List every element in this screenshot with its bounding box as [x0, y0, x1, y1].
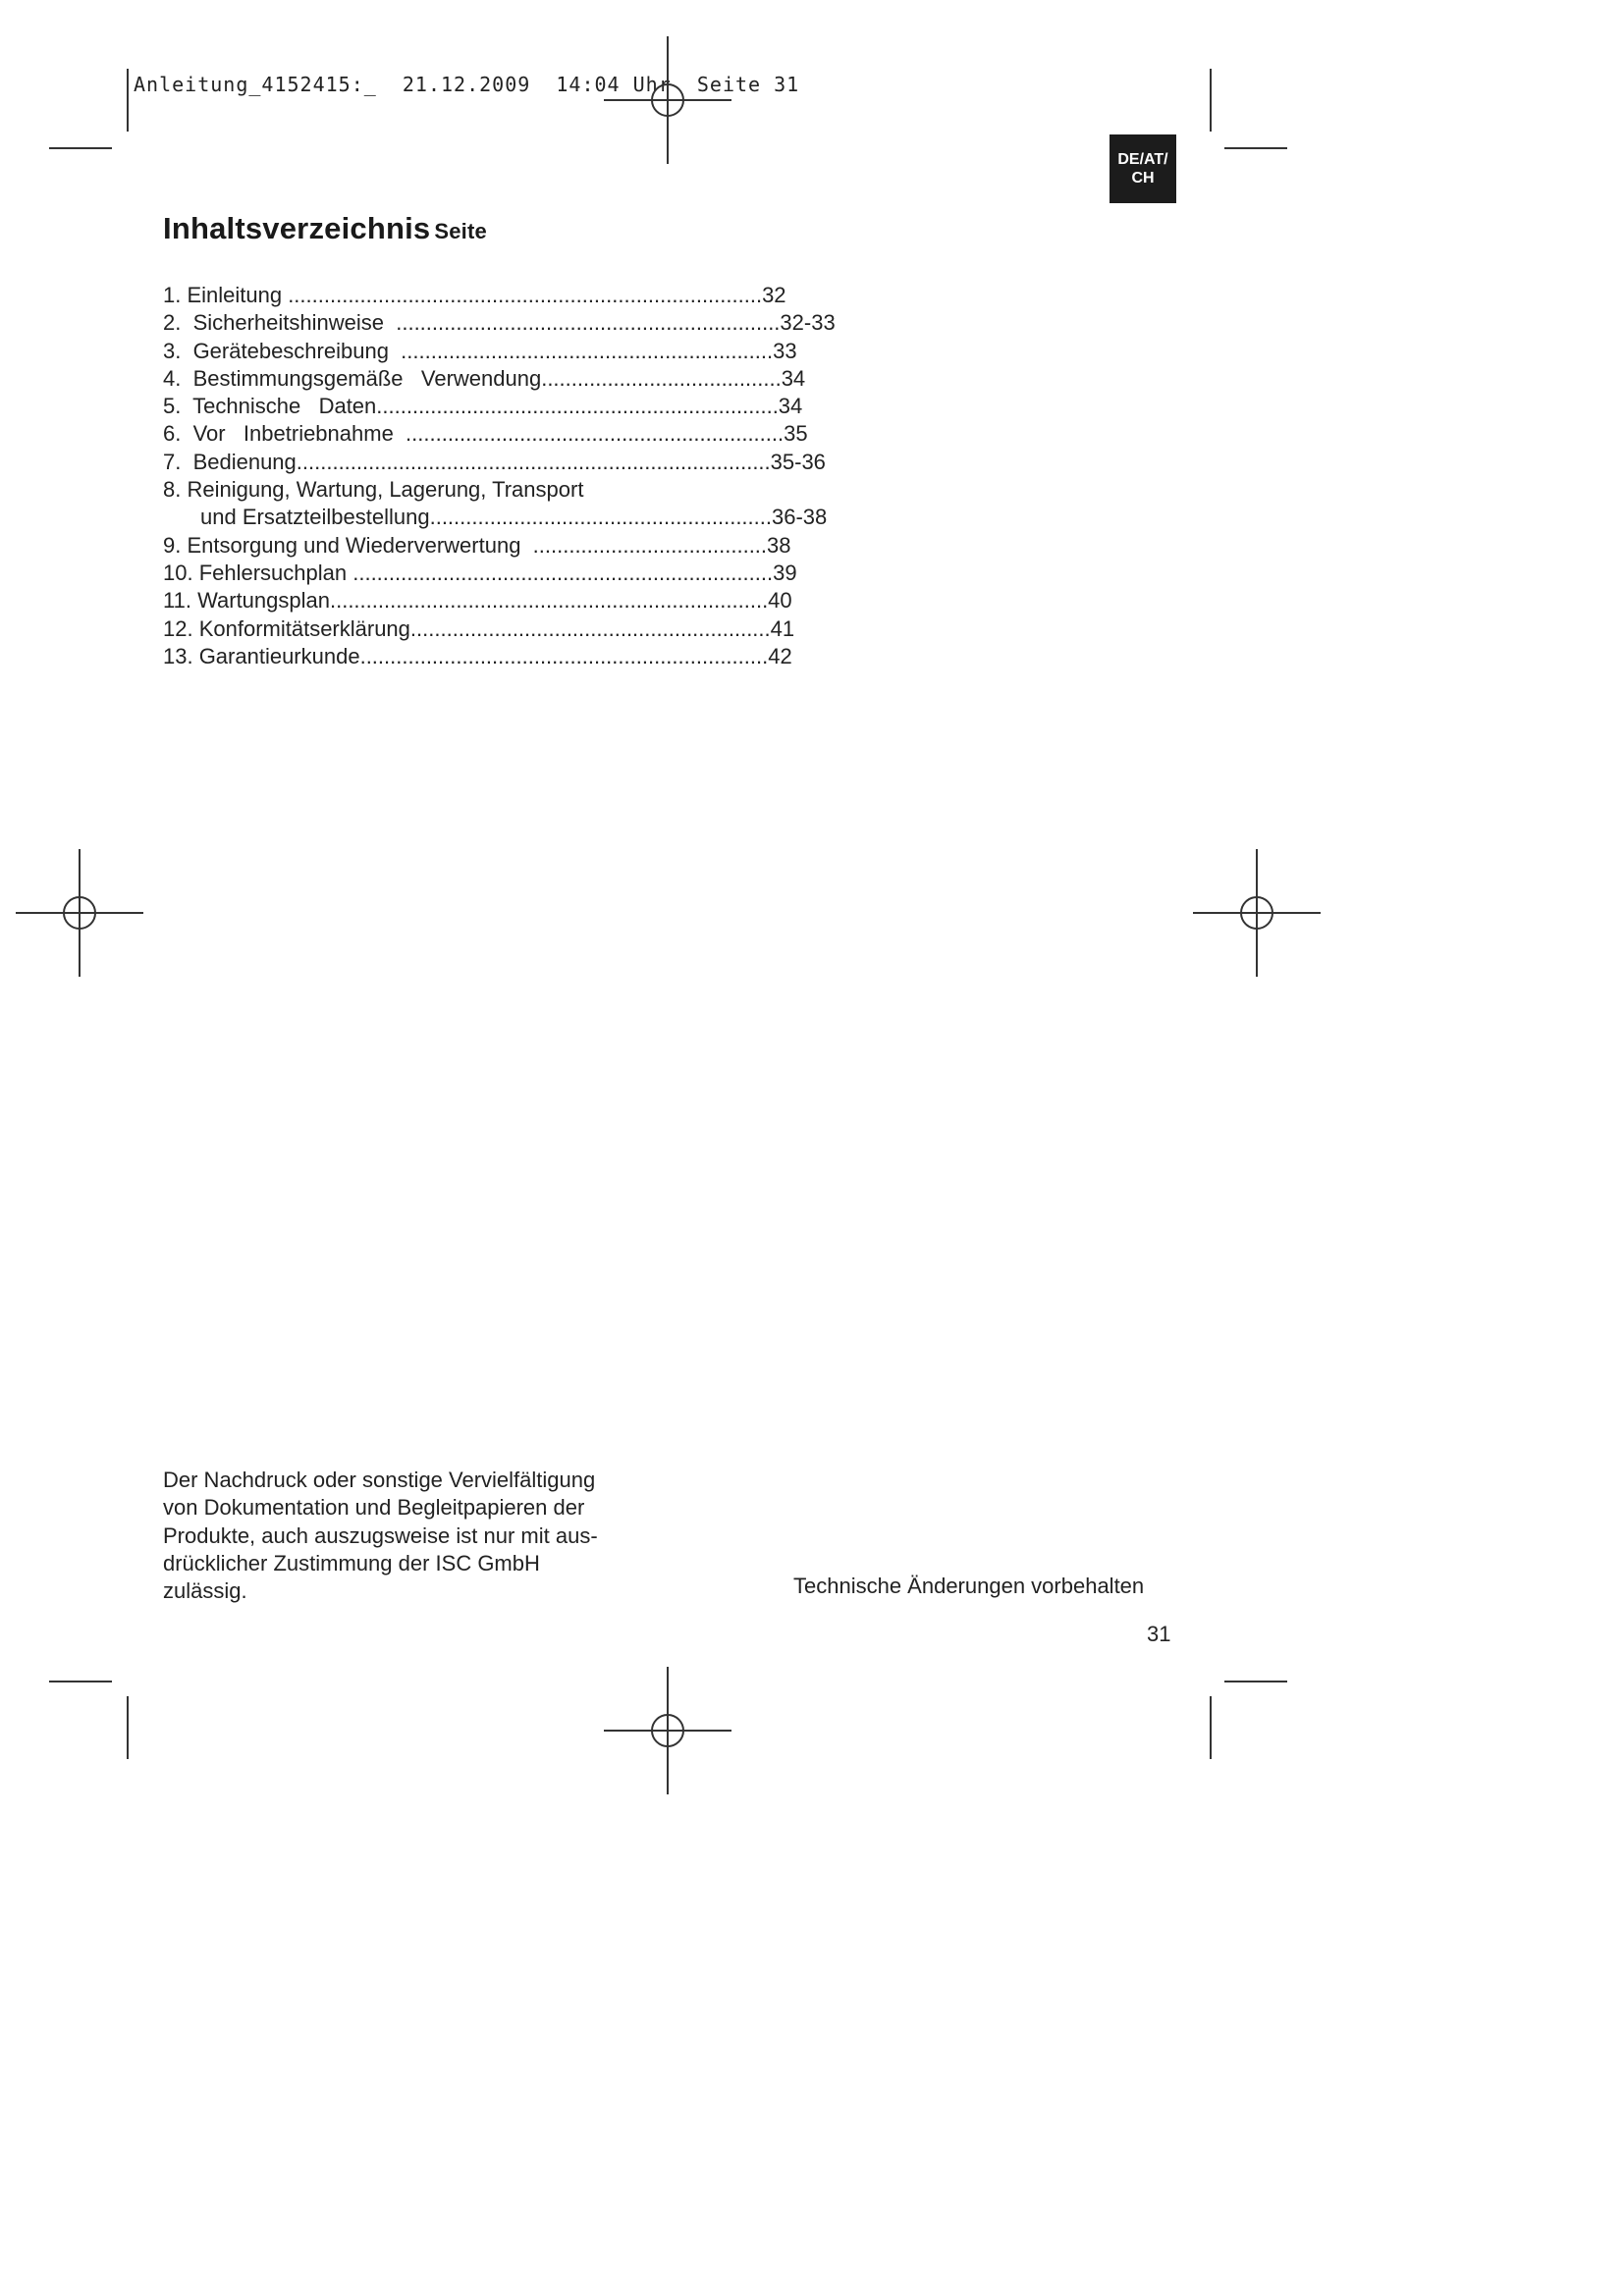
toc-entry: 5. Technische Daten...................................................................34	[163, 394, 803, 419]
copyright-note	[163, 1467, 654, 1605]
toc-entry: 13. Garantieurkunde....................................................................42	[163, 643, 792, 668]
toc-entry: 8. Reinigung, Wartung, Lagerung, Transport	[163, 477, 584, 503]
crop-mark-bottom-right-horizontal	[1224, 1681, 1287, 1682]
page-number: 31	[1147, 1622, 1171, 1646]
language-badge-line1: DE/AT/	[1117, 151, 1168, 168]
toc-title-text: Inhaltsverzeichnis	[163, 211, 431, 245]
crop-mark-bottom-left-vertical	[127, 1696, 129, 1759]
slug-time: 14:04 Uhr	[556, 73, 672, 96]
toc-entry: 10. Fehlersuchplan ......................................................................39	[163, 560, 797, 585]
copyright-line: zulässig.	[163, 1578, 247, 1604]
copyright-line: Der Nachdruck oder sonstige Vervielfältigung	[163, 1468, 596, 1492]
toc-entry: 3. Gerätebeschreibung ..............................................................33	[163, 338, 797, 363]
crop-mark-bottom-right-vertical	[1210, 1696, 1212, 1759]
crop-mark-top-left-horizontal	[49, 147, 112, 149]
technical-changes-note: Technische Änderungen vorbehalten	[793, 1574, 1145, 1598]
copyright-line: von Dokumentation und Begleitpapieren der	[163, 1495, 585, 1521]
crop-mark-top-right-horizontal	[1224, 147, 1287, 149]
registration-mark-right-icon	[1193, 849, 1321, 977]
toc-entry: 6. Vor Inbetriebnahme ...............................................................35	[163, 421, 808, 447]
registration-mark-bottom-icon	[604, 1667, 731, 1794]
toc-entry: 4. Bestimmungsgemäße Verwendung........................................34	[163, 365, 806, 391]
crop-mark-top-right-vertical	[1210, 69, 1212, 132]
toc-entry: 11. Wartungsplan.........................................................................40	[163, 588, 792, 614]
toc-entry: 9. Entsorgung und Wiederverwertung .......................................38	[163, 532, 791, 558]
copyright-line: Produkte, auch auszugsweise ist nur mit aus-	[163, 1522, 598, 1548]
copyright-line: drücklicher Zustimmung der ISC GmbH	[163, 1550, 540, 1575]
toc-subtitle: Seite	[434, 219, 487, 243]
toc-list	[163, 282, 909, 670]
toc-entry: 12. Konformitätserklärung............................................................41	[163, 615, 795, 641]
toc-entry: 2. Sicherheitshinweise ................................................................32-33	[163, 310, 836, 336]
crop-mark-bottom-left-horizontal	[49, 1681, 112, 1682]
slug-date: 21.12.2009	[402, 73, 531, 96]
toc-entry-continuation: und Ersatzteilbestellung.........................................................36-38	[200, 505, 828, 530]
toc-entry: 7. Bedienung...............................................................................35-36	[163, 449, 826, 474]
language-badge-line2: CH	[1131, 170, 1155, 187]
crop-mark-top-left-vertical	[127, 69, 129, 132]
slug-file: Anleitung_4152415:_	[134, 73, 377, 96]
page-title	[163, 211, 487, 246]
toc-entry: 1. Einleitung ...............................................................................32	[163, 283, 786, 307]
language-badge	[1110, 134, 1176, 203]
registration-mark-left-icon	[16, 849, 143, 977]
registration-mark-top-icon	[604, 36, 731, 164]
slug-page: Seite 31	[696, 73, 800, 96]
